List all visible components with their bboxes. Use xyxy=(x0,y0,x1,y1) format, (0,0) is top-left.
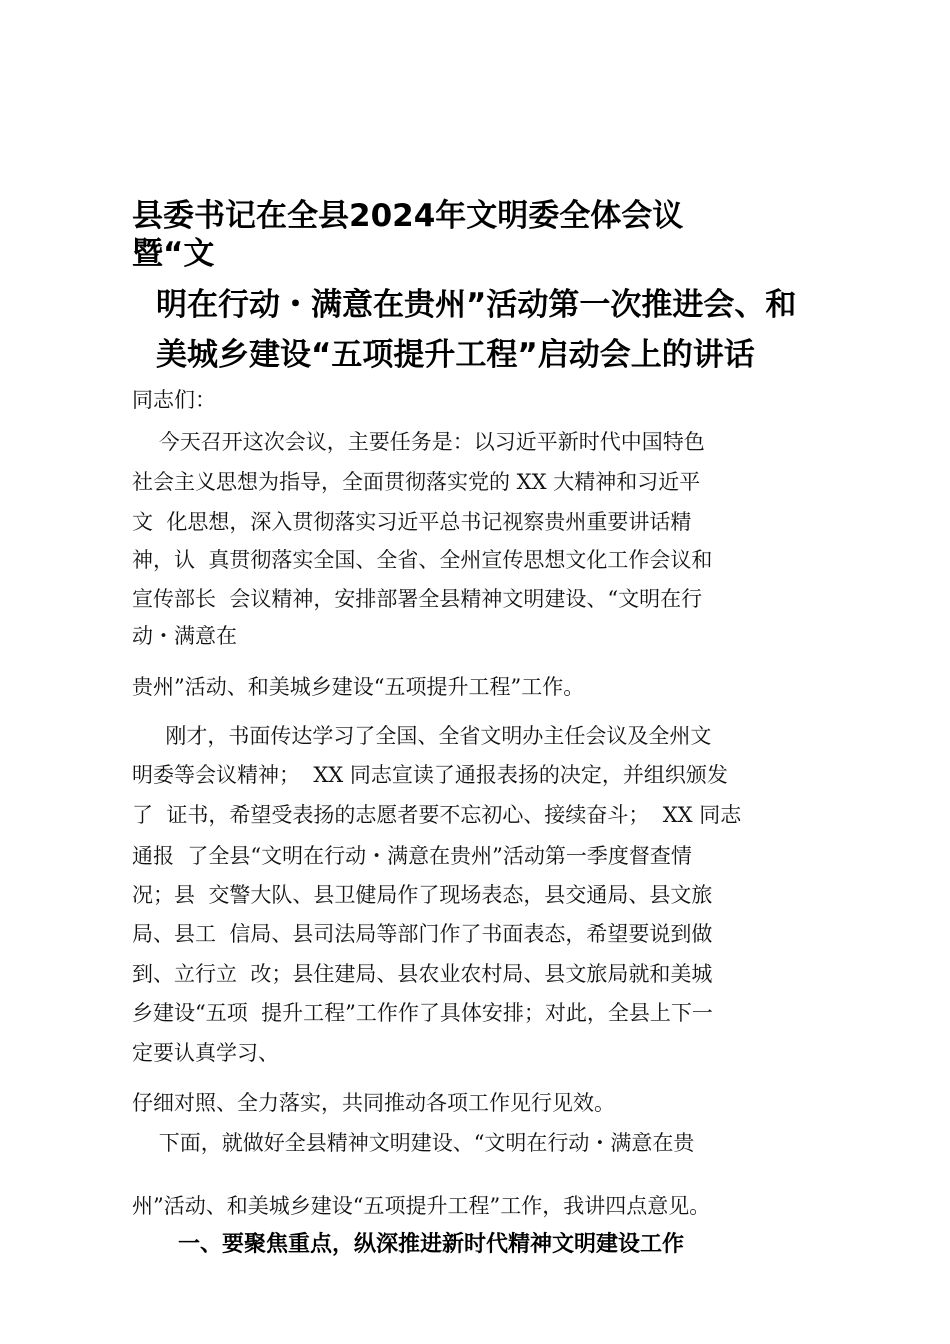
paragraph-3-line: 下面，就做好全县精神文明建设、“文明在行动・满意在贵 xyxy=(132,1131,695,1155)
salutation: 同志们： xyxy=(132,388,216,412)
document-title-line-3: 明在行动・满意在贵州”活动第一次推进会、和 xyxy=(156,287,797,323)
paragraph-2-line: 乡建设“五项 提升工程”工作作了具体安排；对此，全县上下一 xyxy=(132,1001,713,1025)
paragraph-1-line: 神，认 真贯彻落实全国、全省、全州宣传思想文化工作会议和 xyxy=(132,548,713,572)
paragraph-1-line: 贵州”活动、和美城乡建设“五项提升工程”工作。 xyxy=(132,675,585,699)
paragraph-1-line: 社会主义思想为指导，全面贯彻落实党的 XX 大精神和习近平 xyxy=(132,470,701,494)
section-heading: 一、要聚焦重点，纵深推进新时代精神文明建设工作 xyxy=(178,1232,685,1257)
document-title-line-1: 县委书记在全县2024年文明委全体会议 xyxy=(132,198,684,234)
paragraph-1-line: 今天召开这次会议，主要任务是：以习近平新时代中国特色 xyxy=(132,430,705,454)
paragraph-2-line: 局、县工 信局、县司法局等部门作了书面表态，希望要说到做 xyxy=(132,922,713,946)
paragraph-2-line: 仔细对照、全力落实，共同推动各项工作见行见效。 xyxy=(132,1091,615,1115)
paragraph-1-line: 动・满意在 xyxy=(132,624,237,648)
paragraph-1-line: 宣传部长 会议精神，安排部署全县精神文明建设、“文明在行 xyxy=(132,587,703,611)
paragraph-2-line: 了 证书，希望受表扬的志愿者要不忘初心、接续奋斗； XX 同志 xyxy=(132,803,742,827)
paragraph-2-line: 明委等会议精神； XX 同志宣读了通报表扬的决定，并组织颁发 xyxy=(132,763,728,787)
paragraph-2-line: 通报 了全县“文明在行动・满意在贵州”活动第一季度督查情 xyxy=(132,844,692,868)
document-title-line-2: 暨“文 xyxy=(132,236,215,272)
paragraph-2-line: 况；县 交警大队、县卫健局作了现场表态，县交通局、县文旅 xyxy=(132,883,713,907)
document-title-line-4: 美城乡建设“五项提升工程”启动会上的讲话 xyxy=(156,337,755,373)
paragraph-2-line: 到、立行立 改；县住建局、县农业农村局、县文旅局就和美城 xyxy=(132,962,713,986)
paragraph-3-line: 州”活动、和美城乡建设“五项提升工程”工作，我讲四点意见。 xyxy=(132,1194,711,1218)
paragraph-2-line: 定要认真学习、 xyxy=(132,1041,279,1065)
paragraph-2-line: 刚才，书面传达学习了全国、全省文明办主任会议及全州文 xyxy=(132,724,712,748)
paragraph-1-line: 文 化思想，深入贯彻落实习近平总书记视察贵州重要讲话精 xyxy=(132,510,692,534)
